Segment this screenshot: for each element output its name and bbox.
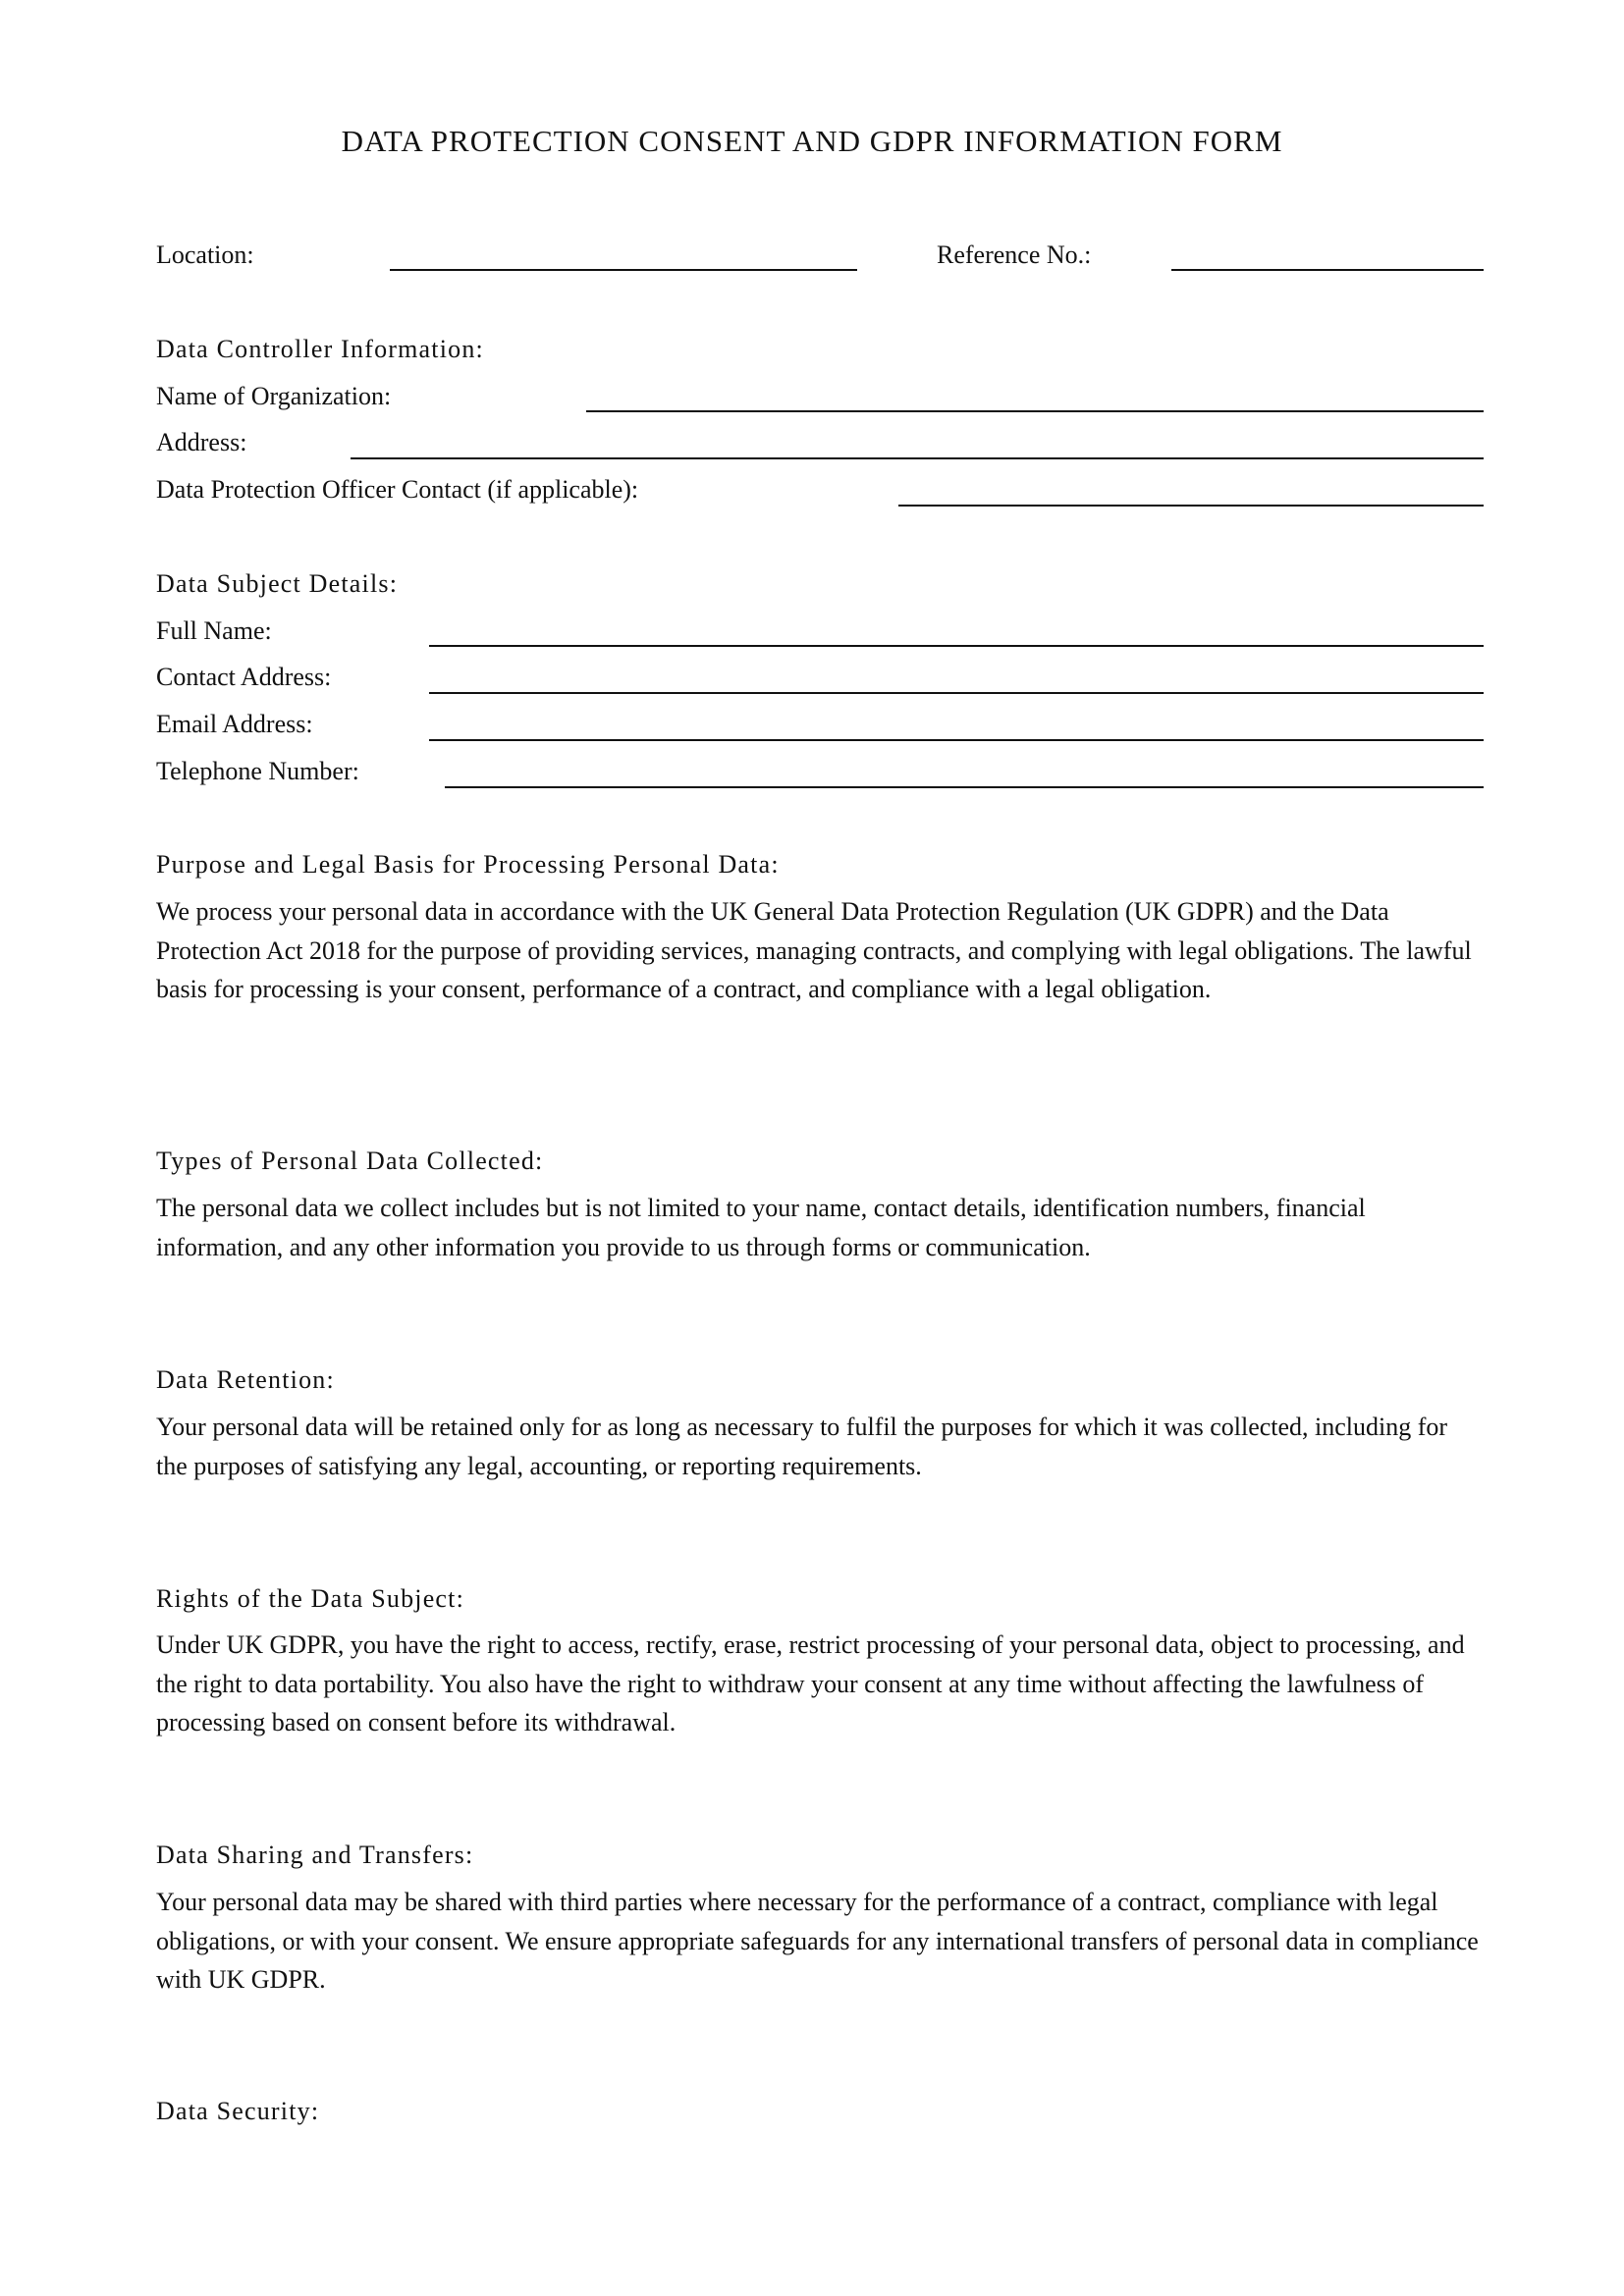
security-heading: Data Security: (156, 2097, 320, 2125)
types-text: The personal data we collect includes but is not limited to your name, contact details, identification numbers, financial information, and any other information you provide to us through forms or communication. (156, 1194, 1366, 1261)
location-label: Location: (156, 240, 254, 269)
full-name-field[interactable] (429, 645, 1484, 647)
address-label: Address: (156, 428, 247, 456)
sharing-text: Your personal data may be shared with third parties where necessary for the performance of a contract, compliance with legal obligations, or with your consent. We ensure appropriate safeguards for any international transfers of personal data in compliance with UK GDPR. (156, 1888, 1479, 1994)
purpose-heading: Purpose and Legal Basis for Processing Personal Data: (156, 850, 780, 879)
retention-text: Your personal data will be retained only for as long as necessary to fulfil the purposes for which it was collected, including for the purposes of satisfying any legal, accounting, or reporting requirements. (156, 1413, 1448, 1480)
contact-address-field[interactable] (429, 692, 1484, 694)
types-heading: Types of Personal Data Collected: (156, 1147, 544, 1175)
telephone-field[interactable] (445, 786, 1484, 788)
full-name-label: Full Name: (156, 616, 272, 645)
dpo-field[interactable] (898, 505, 1484, 507)
organization-label: Name of Organization: (156, 382, 392, 410)
telephone-label: Telephone Number: (156, 757, 359, 785)
form-title: DATA PROTECTION CONSENT AND GDPR INFORMATION FORM (341, 124, 1283, 158)
sharing-heading: Data Sharing and Transfers: (156, 1841, 474, 1869)
email-field[interactable] (429, 739, 1484, 741)
contact-address-label: Contact Address: (156, 663, 332, 691)
email-label: Email Address: (156, 710, 313, 738)
rights-text: Under UK GDPR, you have the right to access, rectify, erase, restrict processing of your personal data, object to processing, and the right to data portability. You also have the right to withdraw your consent at any time without affecting the lawfulness of processing based on consent before its withdrawal. (156, 1630, 1465, 1736)
rights-heading: Rights of the Data Subject: (156, 1584, 465, 1613)
organization-field[interactable] (586, 410, 1484, 412)
address-field[interactable] (351, 457, 1484, 459)
purpose-text: We process your personal data in accordance with the UK General Data Protection Regulation (UK GDPR) and the Data Protection Act 2018 for the purpose of providing services, managing contracts, and complying with legal obligations. The lawful basis for processing is your consent, performance of a contract, and compliance with a legal obligation. (156, 897, 1472, 1003)
location-field[interactable] (390, 269, 857, 271)
reference-field[interactable] (1171, 269, 1484, 271)
dpo-label: Data Protection Officer Contact (if applicable): (156, 475, 639, 504)
reference-label: Reference No.: (937, 240, 1092, 269)
subject-heading: Data Subject Details: (156, 569, 399, 598)
controller-heading: Data Controller Information: (156, 335, 484, 363)
retention-heading: Data Retention: (156, 1365, 335, 1394)
